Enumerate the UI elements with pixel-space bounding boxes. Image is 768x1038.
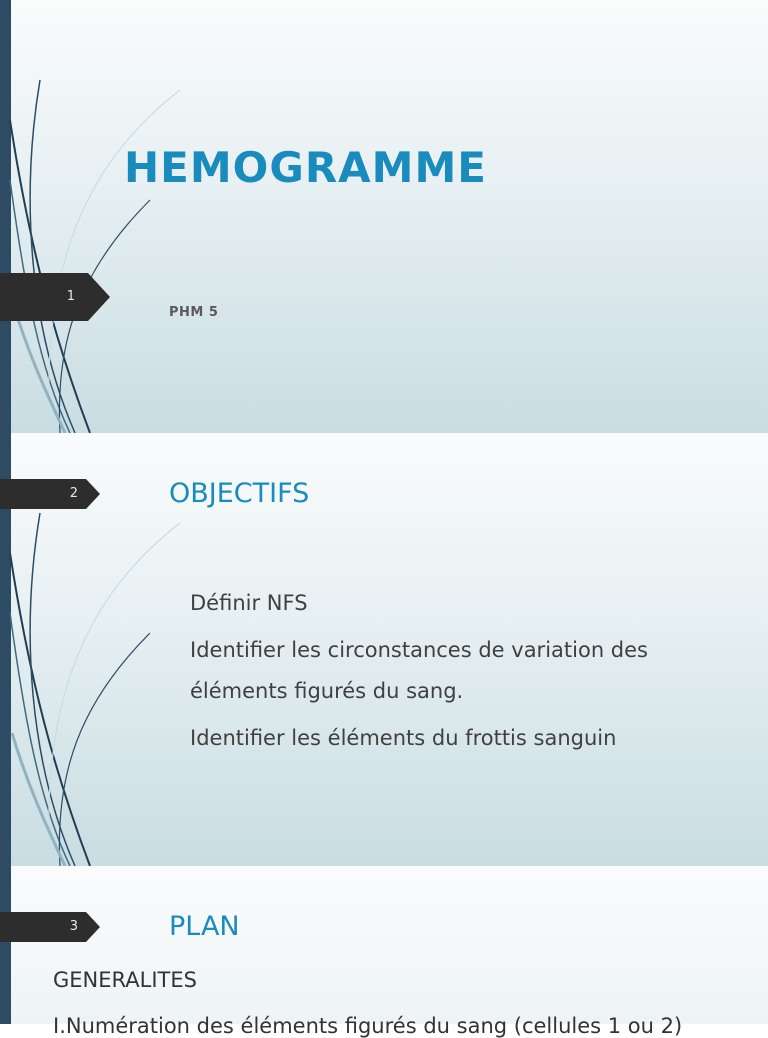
slide-number-tag bbox=[0, 273, 110, 321]
list-item: Identifier les éléments du frottis sanguin bbox=[190, 726, 617, 750]
plan-line: GENERALITES bbox=[53, 968, 197, 992]
list-item: Définir NFS bbox=[190, 591, 308, 615]
slide-3[interactable] bbox=[0, 866, 768, 1038]
slide-title: OBJECTIFS bbox=[169, 478, 310, 509]
objectives-list bbox=[168, 583, 728, 765]
slide-title: PLAN bbox=[169, 911, 240, 942]
presentation-subtitle: PHM 5 bbox=[169, 305, 219, 320]
slide-1[interactable] bbox=[0, 0, 768, 433]
slide-2[interactable] bbox=[0, 433, 768, 866]
slide-number-tag bbox=[0, 912, 100, 942]
slide-number: 3 bbox=[69, 919, 78, 934]
plan-line: I.Numération des éléments figurés du sang (cellules 1 ou 2) bbox=[53, 1014, 683, 1038]
decorative-swirl-lines bbox=[0, 0, 200, 433]
presentation-title: HEMOGRAMME bbox=[124, 143, 487, 192]
slide-number: 2 bbox=[69, 486, 78, 501]
slide-number: 1 bbox=[66, 289, 75, 304]
slide-left-accent-bar bbox=[0, 866, 11, 1024]
list-item: Identifier les circonstances de variation des éléments figurés du sang. bbox=[190, 638, 648, 703]
slide-number-tag bbox=[0, 479, 100, 509]
